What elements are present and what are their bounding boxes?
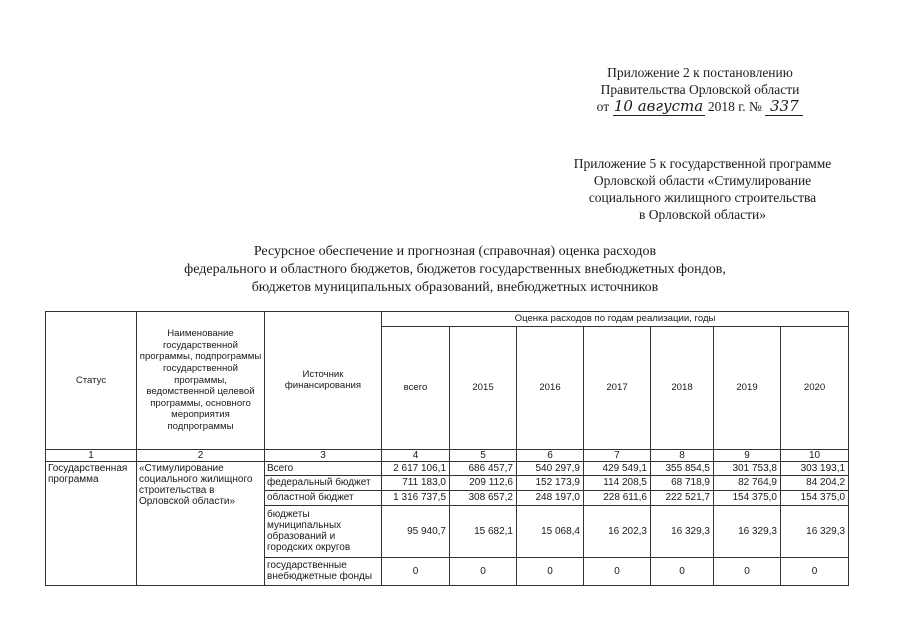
header-year: 2016 [517, 326, 584, 449]
column-number: 3 [265, 449, 382, 461]
column-number: 10 [781, 449, 849, 461]
value-cell: 15 068,4 [517, 505, 584, 557]
value-cell: 228 611,6 [584, 490, 651, 505]
value-cell: 16 202,3 [584, 505, 651, 557]
value-cell: 303 193,1 [781, 461, 849, 475]
value-cell: 0 [714, 557, 781, 585]
value-cell: 209 112,6 [450, 475, 517, 490]
value-cell: 0 [517, 557, 584, 585]
title-line2: федерального и областного бюджетов, бюджетов государственных внебюджетных фондов, [184, 262, 726, 277]
source-cell: Всего [265, 461, 382, 475]
value-cell: 95 940,7 [382, 505, 450, 557]
appendix-5-line3: социального жилищного строительства [588, 190, 817, 205]
header-name: Наименование государственной программы, подпрограммы государственной программы, ведомственной целевой программы, основного мероприятия подпрограммы [137, 312, 265, 450]
value-cell: 16 329,3 [714, 505, 781, 557]
source-cell: областной бюджет [265, 490, 382, 505]
value-cell: 114 208,5 [584, 475, 651, 490]
value-cell: 686 457,7 [450, 461, 517, 475]
header-status: Статус [46, 312, 137, 450]
value-cell: 154 375,0 [781, 490, 849, 505]
column-number: 1 [46, 449, 137, 461]
title-line3: бюджетов муниципальных образований, внебюджетных источников [251, 280, 659, 295]
value-cell: 222 521,7 [651, 490, 714, 505]
title-line1: Ресурсное обеспечение и прогнозная (справочная) оценка расходов [253, 244, 657, 259]
handwritten-number: 337 [765, 98, 803, 116]
status-cell: Государственная программа [46, 461, 137, 585]
header-year: 2017 [584, 326, 651, 449]
column-number: 8 [651, 449, 714, 461]
year-text: 2018 г. № [707, 99, 762, 114]
value-cell: 154 375,0 [714, 490, 781, 505]
source-cell: государственные внебюджетные фонды [265, 557, 382, 585]
value-cell: 301 753,8 [714, 461, 781, 475]
header-year: 2019 [714, 326, 781, 449]
source-cell: федеральный бюджет [265, 475, 382, 490]
header-year: 2015 [450, 326, 517, 449]
column-number: 5 [450, 449, 517, 461]
appendix-5-line1: Приложение 5 к государственной программе [573, 156, 832, 171]
value-cell: 0 [450, 557, 517, 585]
header-estimate: Оценка расходов по годам реализации, годы [382, 312, 849, 327]
appendix-5-line2: Орловской области «Стимулирование [593, 173, 812, 188]
value-cell: 68 718,9 [651, 475, 714, 490]
value-cell: 429 549,1 [584, 461, 651, 475]
appendix-2-line1: Приложение 2 к постановлению [607, 65, 793, 80]
value-cell: 1 316 737,5 [382, 490, 450, 505]
handwritten-date [613, 98, 705, 116]
value-cell: 355 854,5 [651, 461, 714, 475]
date-month: августа [637, 97, 704, 115]
appendix-5-line4: в Орловской области» [639, 207, 766, 222]
document-title [150, 243, 760, 297]
resource-table [45, 311, 849, 586]
value-cell: 0 [382, 557, 450, 585]
value-cell: 2 617 106,1 [382, 461, 450, 475]
value-cell: 540 297,9 [517, 461, 584, 475]
value-cell: 16 329,3 [781, 505, 849, 557]
header-source: Источник финансирования [265, 312, 382, 450]
column-number: 4 [382, 449, 450, 461]
value-cell: 0 [584, 557, 651, 585]
header-year: 2018 [651, 326, 714, 449]
appendix-2-date-line [580, 98, 820, 116]
column-number: 2 [137, 449, 265, 461]
date-prefix: от [596, 99, 610, 114]
value-cell: 84 204,2 [781, 475, 849, 490]
value-cell: 152 173,9 [517, 475, 584, 490]
value-cell: 82 764,9 [714, 475, 781, 490]
value-cell: 0 [651, 557, 714, 585]
value-cell: 0 [781, 557, 849, 585]
value-cell: 248 197,0 [517, 490, 584, 505]
date-day: 10 [613, 97, 633, 115]
column-number: 6 [517, 449, 584, 461]
program-name-cell: «Стимулирование социального жилищного строительства в Орловской области» [137, 461, 265, 585]
header-year: 2020 [781, 326, 849, 449]
header-total: всего [382, 326, 450, 449]
value-cell: 308 657,2 [450, 490, 517, 505]
column-number: 7 [584, 449, 651, 461]
appendix-2-line2: Правительства Орловской области [600, 82, 800, 97]
appendix-2-header [580, 64, 820, 116]
column-number: 9 [714, 449, 781, 461]
value-cell: 15 682,1 [450, 505, 517, 557]
source-cell: бюджеты муниципальных образований и городских округов [265, 505, 382, 557]
table-row [46, 461, 849, 475]
appendix-5-header [560, 155, 845, 223]
value-cell: 16 329,3 [651, 505, 714, 557]
value-cell: 711 183,0 [382, 475, 450, 490]
